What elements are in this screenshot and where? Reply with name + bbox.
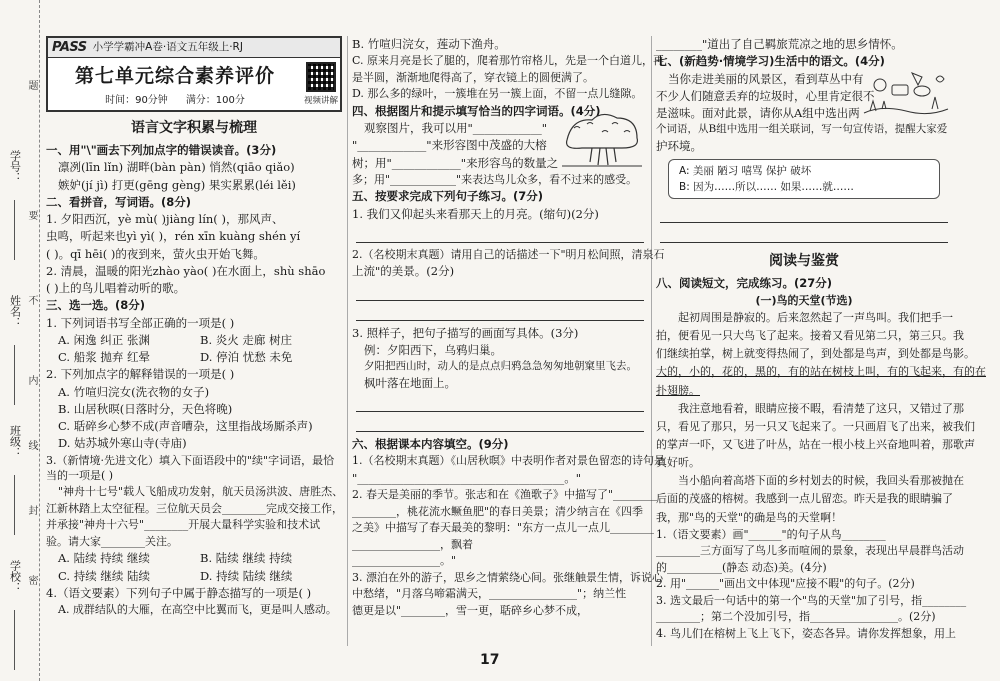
series-name: 小学学霸冲A卷·语文五年级上·RJ xyxy=(92,40,243,53)
passage-line: 起初周围是静寂的。后来忽然起了一声鸟叫。我们把手一 xyxy=(678,311,953,324)
q8-question: ________；第二个没加引号，指________________。(2分) xyxy=(656,610,936,624)
question-8-head: 八、阅读短文，完成练习。(27分) xyxy=(656,276,833,291)
option: C. 聒碎乡心梦不成(声音嘈杂，这里指战场厮杀声) xyxy=(58,419,313,433)
q6-line: 德更是以"________，雪一更，聒碎乡心梦不成， xyxy=(352,603,589,617)
option: B. 炎火 走廊 树庄 xyxy=(200,332,293,347)
passage-line: 真好听。 xyxy=(656,456,700,470)
class-label: 班级： xyxy=(8,425,22,458)
q3-passage: 江新林踏上太空征程。三位航天员会________完成交接工作， xyxy=(46,501,343,515)
banyan-tree-icon xyxy=(562,110,642,168)
video-explain-label: 视频讲解 xyxy=(303,96,338,107)
column-2 xyxy=(352,36,665,619)
passage-line: 们继续拍掌，树上就变得热闹了，到处都是鸟声，到处都是鸟影。 xyxy=(656,347,975,361)
cut-mark: 要 xyxy=(26,210,37,220)
q5-example: 例：夕阳西下，乌鸦归巢。 xyxy=(364,342,502,357)
q4-line: 观察图片，我可以用"____________" xyxy=(364,121,548,135)
q7-line: 是滋味。面对此景，请你从A组中选出两 xyxy=(656,106,860,120)
q3-sub: 2. 下列加点字的解释错误的一项是( ) xyxy=(46,367,235,382)
q3-option: B. 竹喧归浣女，莲动下渔舟。 xyxy=(352,37,506,51)
q8-question: 的__________(静态 动态)美。(4分) xyxy=(656,560,827,574)
question-3-head: 三、选一选。(8分) xyxy=(46,298,146,313)
q7-line: 护环境。 xyxy=(656,139,702,153)
page-number: 17 xyxy=(480,652,500,668)
q2-line: ( )上的鸟儿唱着动听的歌。 xyxy=(46,281,186,295)
q6-line: "____________________________________。" xyxy=(352,470,582,485)
q3-sub: 1. 下列词语书写全部正确的一项是( ) xyxy=(46,315,235,330)
question-2-head: 二、看拼音，写词语。(8分) xyxy=(46,194,192,209)
option: B. 陆续 继续 持续 xyxy=(200,551,293,566)
exam-title: 第七单元综合素养评价 xyxy=(74,65,275,87)
passage-title: (一)鸟的天堂(节选) xyxy=(755,293,853,307)
answer-line[interactable] xyxy=(356,223,644,243)
section-title: 阅读与鉴赏 xyxy=(769,253,839,270)
exam-header xyxy=(46,36,342,112)
q6-line: 之美》中描写了春天最美的黎明："东方一点儿一点儿________ xyxy=(352,521,655,534)
q2-line: 2. 清晨，温暖的阳光zhào yào( )在水面上，shù shāo xyxy=(46,263,326,278)
cut-mark: 密 xyxy=(26,575,37,585)
option: D. 停泊 忧愁 未免 xyxy=(200,350,293,364)
word-group-b: B: 因为……所以…… 如果……就…… xyxy=(679,181,854,193)
passage-line: 拍，便看见一只大鸟飞了起来。接着又看见第二只，第三只。我 xyxy=(656,329,964,343)
option: A. 成群结队的大雁，在高空中比翼而飞，更是叫人感动。 xyxy=(58,603,337,617)
question-6-head: 六、根据课本内容填空。(9分) xyxy=(352,437,509,451)
full-score: 满分：100分 xyxy=(185,95,245,106)
answer-line[interactable] xyxy=(356,301,644,321)
cut-mark: 线 xyxy=(26,440,37,450)
q2-line: 1. 夕阳西沉，yè mù( )jiàng lín( )，那风声、 xyxy=(46,212,284,226)
q6-line: 中愁绪，"月落乌啼霜满天，________________"；纳兰性 xyxy=(352,587,627,600)
word-group-a: A: 美丽 陋习 嘻骂 保护 破坏 xyxy=(679,165,812,178)
q8-question: 2. 用"______"画出文中体现"应接不暇"的句子。(2分) xyxy=(656,577,915,591)
passage-line-underlined: 扑翅膀。 xyxy=(656,383,700,397)
answer-line[interactable] xyxy=(660,203,948,223)
cut-mark: 不 xyxy=(26,295,37,305)
q5-sub: 上流"的美景。(2分) xyxy=(352,264,455,279)
q2-line: 虫鸣，听起来也yì yì( )，rén xīn kuàng shén yí xyxy=(46,229,301,244)
question-1-head: 一、用"\"画去下列加点字的错误读音。(3分) xyxy=(46,143,277,157)
q3-passage: "神舟十七号"载人飞船成功发射，航天员汤洪波、唐胜杰、 xyxy=(58,485,344,499)
answer-line[interactable] xyxy=(660,223,948,243)
q2-line: ( )。qī hēi( )的夜到来，萤火虫开始飞舞。 xyxy=(46,246,265,261)
student-id-label: 学号： xyxy=(8,150,22,183)
school-label: 学校： xyxy=(8,560,22,593)
q7-line: 不少人们随意丢弃的垃圾时，心里肯定很不 xyxy=(656,88,875,103)
option: D. 姑苏城外寒山寺(寺庙) xyxy=(58,436,187,451)
section-title: 语言文字积累与梳理 xyxy=(131,120,257,136)
passage-line: 我注意地看着，眼睛应接不暇，看清楚了这只，又错过了那 xyxy=(678,401,964,415)
answer-line[interactable] xyxy=(356,392,644,412)
q6-line: 2. 春天是美丽的季节。张志和在《渔歌子》中描写了"________ xyxy=(352,488,658,501)
cut-mark: 内 xyxy=(26,375,37,385)
option: A. 陆续 持续 继续 xyxy=(58,551,150,566)
pass-logo: PASS xyxy=(52,39,87,55)
qr-code-icon[interactable] xyxy=(306,62,336,92)
q3-option: D. 那么多的绿叶，一簇堆在另一簇上面，不留一点儿缝隙。 xyxy=(352,87,643,101)
cut-mark: 题 xyxy=(26,80,37,90)
column-3 xyxy=(656,36,986,642)
passage-line: 只，看见了那只，另一只又飞起来了。一只画眉飞了出来，被我们 xyxy=(656,419,975,433)
q5-task: 枫叶落在地面上。 xyxy=(364,375,456,390)
q6-line: 3. 漂泊在外的游子，思乡之情萦绕心间。张继触景生情，诉说心 xyxy=(352,570,663,584)
option: A. 竹喧归浣女(洗衣物的女子) xyxy=(58,384,210,399)
passage-line: 当小船向着高塔下面的乡村划去的时候，我回头看那被抛在 xyxy=(678,474,964,488)
q8-question: 1.（语文要素）画"______"的句子从鸟________ xyxy=(656,527,886,541)
passage-line-underlined: 大的，小的，花的，黑的，有的站在树枝上叫，有的飞起来，有的在 xyxy=(656,365,986,379)
q5-sub: 1. 我们又仰起头来看那天上的月亮。(缩句)(2分) xyxy=(352,206,599,221)
time-limit: 时间：90分钟 xyxy=(105,95,168,106)
option: C. 船浆 抛弃 红晕 xyxy=(58,350,151,364)
q5-sub: 2.（名校期末真题）请用自己的话描述一下"明月松间照，清泉石 xyxy=(352,247,665,261)
q7-line: 当你走进美丽的风景区，看到草丛中有 xyxy=(668,71,864,86)
q5-sub: 3. 照样子，把句子描写的画面写具体。(3分) xyxy=(352,325,579,340)
q3-passage: 验。请大家________关注。 xyxy=(46,534,178,548)
q7-line: 个词语，从B组中选用一组关联词，写一句宣传语，提醒大家爱 xyxy=(656,123,948,136)
litter-scene-icon xyxy=(862,65,950,117)
answer-line[interactable] xyxy=(356,412,644,432)
column-1 xyxy=(46,36,342,619)
option: C. 持续 继续 陆续 xyxy=(58,568,151,583)
q1-row: 凛冽(līn lǐn) 湖畔(bàn pàn) 悄然(qiāo qiǎo) xyxy=(58,160,295,175)
name-label: 姓名： xyxy=(8,295,22,328)
option: B. 山居秋暝(日落时分，天色将晚) xyxy=(58,401,233,416)
passage-line: 后面的茂盛的榕树。我感到一点儿留恋。昨天是我的眼睛骗了 xyxy=(656,492,953,506)
q8-question: 3. 选文最后一句话中的第一个"鸟的天堂"加了引号，指________ xyxy=(656,593,967,607)
question-7-head: 七、(新趋势·情境学习)生活中的语文。(4分) xyxy=(656,54,885,69)
option: D. 持续 陆续 继续 xyxy=(200,568,293,583)
passage-line: 的掌声一吓，又飞进了叶丛，站在一根小枝上兴奋地叫着，那歌声 xyxy=(656,437,975,451)
q6-line: ________，桃花流水鳜鱼肥"的春日美景；清少纳言在《四季 xyxy=(352,504,644,518)
q3-sub: 4.（语文要素）下列句子中属于静态描写的一项是( ) xyxy=(46,585,312,600)
q3-sub: 3.（新情境·先进文化）填入下面语段中的"续"字词语，最恰当的一项是( ) xyxy=(46,453,335,483)
word-bank-box xyxy=(668,159,940,199)
q4-line: "____________"来形容图中茂盛的大榕 xyxy=(352,138,547,153)
question-4-head: 四、根据图片和提示填写恰当的四字词语。(4分) xyxy=(352,103,601,118)
option: A. 闲逸 纠正 张渊 xyxy=(58,332,150,347)
q6-line: 1.（名校期末真题）《山居秋暝》中表明作者对景色留恋的诗句是 xyxy=(352,454,665,468)
answer-line[interactable] xyxy=(356,281,644,301)
cut-mark: 封 xyxy=(26,505,37,515)
q4-line: 树；用"____________"来形容鸟的数量之 xyxy=(352,155,559,170)
q8-question: 4. 鸟儿们在榕树上飞上飞下，姿态各异。请你发挥想象，用上 xyxy=(656,626,956,640)
q4-line: 多；用"____________"来表达鸟儿众多，看不过来的感受。 xyxy=(352,172,638,186)
q8-question: ________三方面写了鸟儿多而喧闹的景象，表现出早晨群鸟活动 xyxy=(656,544,964,558)
binding-strip xyxy=(0,0,40,681)
q6-line: ________________，飘着 xyxy=(352,537,473,551)
q1-row: 嫉妒(jí jì) 打更(gēng gèng) 果实累累(léi lěi) xyxy=(58,177,296,192)
q3-passage: 并承接"神舟十六号"________开展大量科学实验和技术试 xyxy=(46,518,321,532)
q3-option: C. 原来月亮是长了腿的，爬着那竹帘格儿，先是一个白道儿，再 xyxy=(352,54,665,68)
passage-line: 我，那"鸟的天堂"的确是鸟的天堂啊！ xyxy=(656,510,843,524)
q6-line: ________"道出了自己羁旅荒凉之地的思乡情怀。 xyxy=(656,37,903,51)
q3-option: 是半圆，渐渐地爬得高了，穿衣镜上的圆便满了。 xyxy=(352,70,594,84)
q5-example: 夕阳把西山时，动人的是点点归鸦急急匆匆地朝窠里飞去。 xyxy=(364,360,637,372)
q6-line: ________________。" xyxy=(352,554,457,567)
question-5-head: 五、按要求完成下列句子练习。(7分) xyxy=(352,189,544,204)
